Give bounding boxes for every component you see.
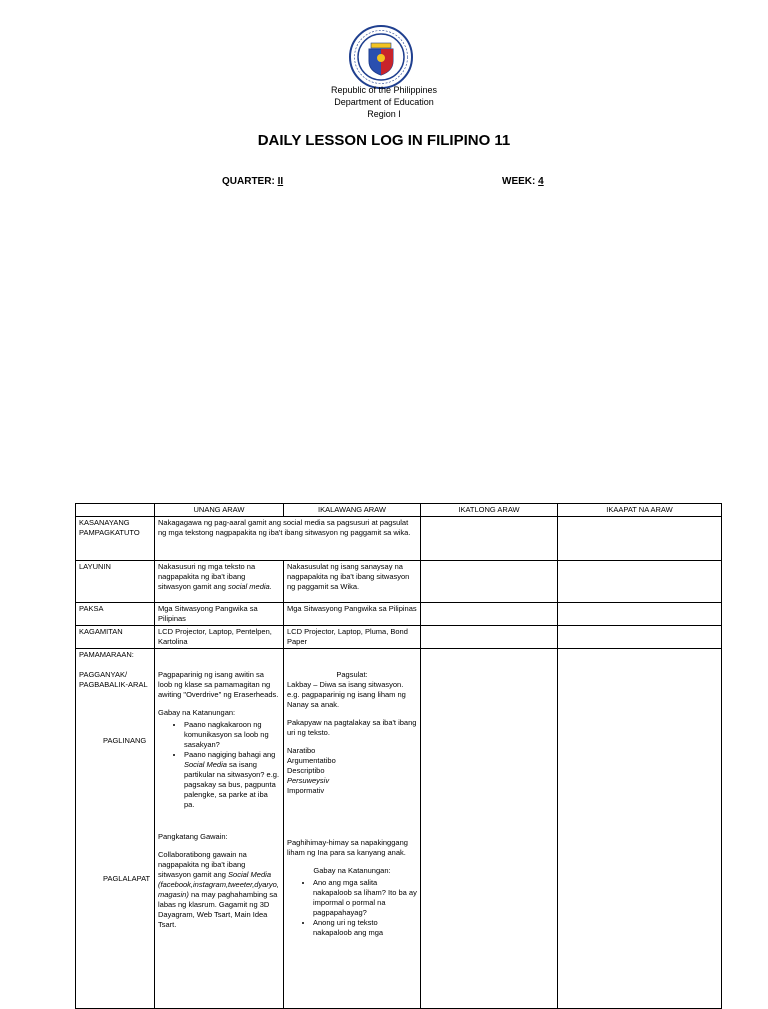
day1-gabay-label: Gabay na Katanungan: [158,708,236,717]
week-field [502,176,544,187]
table-header-row [76,504,722,517]
list-item: • Paano nagiging bahagi ang Social Media sa isang partikular na sitwasyon? e.g. pagsakay sa bus, pagpunta palengke, sa parke at iba pa. [184,750,280,810]
list-item: Naratibo [287,746,316,755]
cell-pamamaraan-day2 [284,649,421,1009]
cell-kagamitan-day2: LCD Projector, Laptop, Pluma, Bond Paper [284,626,421,649]
cell-paksa-day1: Mga Sitwasyong Pangwika sa Pilipinas [155,603,284,626]
day2-pakapyaw-text: Pakapyaw na pagtalakay sa iba't ibang uri ng teksto. [287,718,417,737]
deped-seal-icon [349,25,413,89]
quarter-value: II [277,176,284,187]
row-label-kasanayang: KASANAYANG PAMPAGKATUTO [76,517,155,561]
cell-layunin-day3 [421,561,558,603]
list-item: Argumentatibo [287,756,336,765]
week-label: WEEK: [502,176,536,187]
table-row-kagamitan [76,626,722,649]
header-cell-day3: IKATLONG ARAW [421,504,558,517]
day2-gabay-list [303,878,417,938]
row-label-paksa: PAKSA [76,603,155,626]
cell-kasanayang-day4 [558,517,722,561]
list-item: • Ano ang mga salita nakapaloob sa liham? Ito ba ay impormal o pormal na pagpapahayag? [313,878,417,918]
week-value: 4 [538,176,544,187]
cell-pamamaraan-day3 [421,649,558,1009]
cell-kasanayang-day1: Nakagagawa ng pag-aaral gamit ang social media sa pagsusuri at pagsulat ng mga tekstong nagpapakita ng iba't ibang sitwasyon ng paggamit sa wika. [155,517,421,561]
header-cell-day1: UNANG ARAW [155,504,284,517]
header-line-region: Region I [367,109,401,119]
day2-lakbay-text: Lakbay – Diwa sa isang sitwasyon. e.g. pagpaparinig ng isang liham ng Nanay sa anak. [287,680,406,709]
row-label-kagamitan: KAGAMITAN [76,626,155,649]
list-item: • Anong uri ng teksto nakapaloob ang mga [313,918,417,938]
table-row-layunin [76,561,722,603]
header-cell-day2: IKALAWANG ARAW [284,504,421,517]
cell-paksa-day2: Mga Sitwasyong Pangwika sa Pilipinas [284,603,421,626]
cell-layunin-day4 [558,561,722,603]
list-item: Persuweysiv [287,776,330,785]
list-item: Impormativ [287,786,325,795]
list-item: • Paano nagkakaroon ng komunikasyon sa loob ng sasakyan? [184,720,280,750]
pamamaraan-label: PAMAMARAAN: [79,650,134,659]
cell-pamamaraan-day1 [155,649,284,1009]
day2-paghihimay-text: Paghihimay-himay sa napakinggang liham ng Ina para sa kanyang anak. [287,838,408,857]
row-label-layunin: LAYUNIN [76,561,155,603]
pagganyak-label: PAGGANYAK/ PAGBABALIK-ARAL [79,670,148,689]
cell-kagamitan-day1: LCD Projector, Laptop, Pentelpen, Kartolina [155,626,284,649]
table-row-paksa [76,603,722,626]
list-item: Descriptibo [287,766,325,775]
day1-collaboratibo-text: Collaboratibong gawain na nagpapakita ng iba't ibang sitwasyon gamit ang Social Media (facebook,instagram,tweeter,dyaryo, magasin) na may paghahambing sa labas ng klasrum. Gagamit ng 3D Dayagram, Web Tsart, Main Idea Tsart. [158,850,279,929]
row-label-pamamaraan [76,649,155,1009]
cell-paksa-day4 [558,603,722,626]
paglinang-label: PAGLINANG [103,736,147,745]
paglalapat-label: PAGLALAPAT [103,874,151,883]
cell-layunin-day2: Nakasusulat ng isang sanaysay na nagpapakita ng iba't ibang sitwasyon ng paggamit sa Wika. [284,561,421,603]
lesson-log-table [75,503,722,1009]
header-cell-empty [76,504,155,517]
day1-pangkatang-label: Pangkatang Gawain: [158,832,228,841]
day2-gabay-label: Gabay na Katanungan: [313,866,391,875]
header-cell-day4: IKAAPAT NA ARAW [558,504,722,517]
table-row-pamamaraan [76,649,722,1009]
header-line-republic: Republic of the Philippines [330,85,438,95]
cell-kagamitan-day4 [558,626,722,649]
day2-pagsulat-label: Pagsulat: [336,670,368,679]
quarter-field [222,176,283,187]
cell-paksa-day3 [421,603,558,626]
quarter-label: QUARTER: [222,176,275,187]
cell-layunin-day1 [155,561,284,603]
table-row-kasanayang [76,517,722,561]
cell-kagamitan-day3 [421,626,558,649]
cell-pamamaraan-day4 [558,649,722,1009]
layunin-day1-text: Nakasusuri ng mga teksto na nagpapakita ng iba't ibang sitwasyon gamit ang [158,562,256,591]
cell-kasanayang-day3 [421,517,558,561]
header-line-department: Department of Education [334,97,434,107]
day1-gabay-list [174,720,280,810]
page-title: DAILY LESSON LOG IN FILIPINO 11 [257,132,511,149]
layunin-day1-italic: social media. [228,582,272,591]
day1-pagganyak-text: Pagpaparinig ng isang awitin sa loob ng klase sa pamamagitan ng awiting "Overdrive" ng Eraserheads. [158,670,279,699]
